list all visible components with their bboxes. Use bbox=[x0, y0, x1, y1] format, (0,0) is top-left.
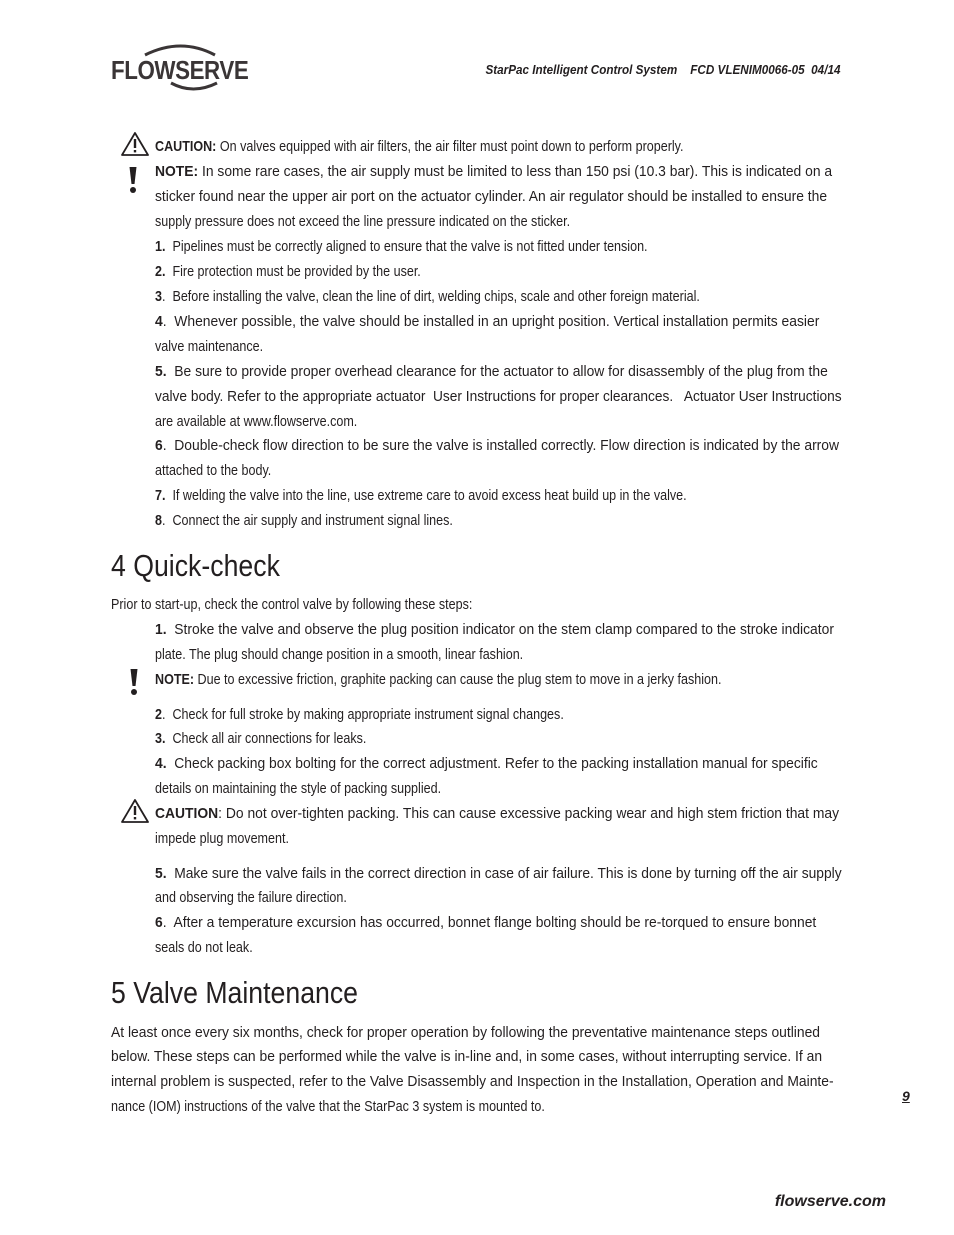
step-text: valve body. Refer to the appropriate actuator User Instructions for proper clearances. Actuator User Instructions bbox=[155, 389, 842, 405]
paragraph-line bbox=[111, 1048, 822, 1066]
note-text: supply pressure does not exceed the line pressure indicated on the sticker. bbox=[155, 214, 571, 230]
step-text: If welding the valve into the line, use extreme care to avoid excess heat build up in the valve. bbox=[165, 488, 687, 504]
step-text: attached to the body. bbox=[155, 463, 272, 479]
step-number: 5. bbox=[155, 866, 167, 882]
note-text: sticker found near the upper air port on the actuator cylinder. An air regulator should be installed to ensure the bbox=[155, 189, 828, 205]
step-text: . Before installing the valve, clean the line of dirt, welding chips, scale and other foreign material. bbox=[161, 289, 700, 305]
paragraph-text: At least once every six months, check for proper operation by following the preventative maintenance steps outlined bbox=[111, 1025, 821, 1041]
list-item bbox=[155, 238, 648, 256]
caution-line bbox=[155, 805, 839, 823]
intro-line bbox=[111, 596, 472, 614]
list-item bbox=[155, 263, 421, 281]
step-number: 2. bbox=[155, 264, 166, 280]
caution-label: CAUTION: bbox=[155, 139, 217, 155]
exclamation-icon bbox=[128, 166, 138, 194]
paragraph-text: below. These steps can be performed while the valve is in-line and, in some cases, without interrupting service. If an bbox=[111, 1049, 823, 1065]
list-item bbox=[155, 889, 347, 907]
step-text: Make sure the valve fails in the correct direction in case of air failure. This is done by turning off the air supply bbox=[166, 866, 842, 882]
list-item bbox=[155, 487, 687, 505]
step-text: Check packing box bolting for the correct adjustment. Refer to the packing installation manual for specific bbox=[166, 756, 818, 772]
caution-note bbox=[155, 138, 683, 156]
list-item bbox=[155, 730, 366, 748]
step-text: are available at www.flowserve.com. bbox=[155, 414, 358, 430]
list-item bbox=[155, 780, 441, 798]
step-text: and observing the failure direction. bbox=[155, 890, 347, 906]
step-number: 3. bbox=[155, 731, 166, 747]
logo-text: FLOWSERVE bbox=[111, 55, 249, 85]
paragraph-line bbox=[111, 1024, 820, 1042]
note-line bbox=[155, 188, 827, 206]
caution-line bbox=[155, 830, 289, 848]
list-item bbox=[155, 755, 818, 773]
note-line bbox=[155, 163, 832, 181]
caution-triangle-icon bbox=[120, 131, 150, 157]
step-number: 1. bbox=[155, 239, 166, 255]
list-item bbox=[155, 338, 263, 356]
paragraph-line bbox=[111, 1098, 545, 1116]
list-item bbox=[155, 313, 819, 331]
step-number: 6 bbox=[155, 438, 163, 454]
section-heading-valve-maintenance: 5 Valve Maintenance bbox=[111, 975, 359, 1010]
step-text: . Connect the air supply and instrument signal lines. bbox=[161, 513, 453, 529]
list-item bbox=[155, 437, 839, 455]
step-text: plate. The plug should change position in a smooth, linear fashion. bbox=[155, 647, 524, 663]
list-item bbox=[155, 621, 834, 639]
step-text: details on maintaining the style of packing supplied. bbox=[155, 781, 442, 797]
step-number: 4. bbox=[155, 756, 167, 772]
note-label: NOTE: bbox=[155, 672, 195, 688]
step-text: Stroke the valve and observe the plug position indicator on the stem clamp compared to the stroke indicator bbox=[166, 622, 834, 638]
list-item bbox=[155, 646, 523, 664]
step-text: Check all air connections for leaks. bbox=[165, 731, 367, 747]
footer-url: flowserve.com bbox=[774, 1193, 886, 1210]
step-number: 1. bbox=[155, 622, 167, 638]
step-text: . After a temperature excursion has occurred, bonnet flange bolting should be re-torqued to ensure bonnet bbox=[162, 915, 817, 931]
step-text: seals do not leak. bbox=[155, 940, 253, 956]
note-line bbox=[155, 671, 721, 689]
note-label: NOTE: bbox=[155, 164, 199, 180]
list-item bbox=[155, 939, 253, 957]
step-number: 7. bbox=[155, 488, 166, 504]
step-number: 8 bbox=[155, 513, 162, 529]
list-item bbox=[155, 865, 842, 883]
caution-text: On valves equipped with air filters, the air filter must point down to perform properly. bbox=[216, 139, 684, 155]
section-heading-quick-check: 4 Quick-check bbox=[111, 548, 280, 583]
list-item bbox=[155, 413, 357, 431]
paragraph-line bbox=[111, 1073, 834, 1091]
flowserve-logo bbox=[111, 43, 251, 95]
list-item bbox=[155, 363, 828, 381]
doc-title: StarPac Intelligent Control System FCD VLENIM0066-05 04/14 bbox=[484, 62, 840, 77]
list-item bbox=[155, 462, 271, 480]
list-item bbox=[155, 512, 453, 530]
paragraph-text: internal problem is suspected, refer to the Valve Disassembly and Inspection in the Installation, Operation and Mainte- bbox=[111, 1074, 834, 1090]
step-number: 5. bbox=[155, 364, 167, 380]
note-text: Due to excessive friction, graphite packing can cause the plug stem to move in a jerky fashion. bbox=[194, 672, 722, 688]
step-number: 2 bbox=[155, 707, 162, 723]
step-text: Fire protection must be provided by the user. bbox=[165, 264, 421, 280]
paragraph-text: nance (IOM) instructions of the valve that the StarPac 3 system is mounted to. bbox=[111, 1099, 545, 1115]
exclamation-icon bbox=[129, 668, 139, 696]
step-text: . Double-check flow direction to be sure the valve is installed correctly. Flow direction is indicated by the arrow bbox=[162, 438, 840, 454]
caution-triangle-icon bbox=[120, 798, 150, 824]
list-item bbox=[155, 288, 700, 306]
document-header bbox=[446, 62, 840, 77]
step-text: Pipelines must be correctly aligned to ensure that the valve is not fitted under tension. bbox=[165, 239, 648, 255]
step-number: 3 bbox=[155, 289, 162, 305]
note-text: In some rare cases, the air supply must be limited to less than 150 psi (10.3 bar). This is indicated on a bbox=[198, 164, 833, 180]
step-number: 6 bbox=[155, 915, 163, 931]
step-text: . Check for full stroke by making appropriate instrument signal changes. bbox=[161, 707, 564, 723]
caution-text: : Do not over-tighten packing. This can cause excessive packing wear and high stem friction that may bbox=[218, 806, 840, 822]
intro-text: Prior to start-up, check the control valve by following these steps: bbox=[111, 597, 473, 613]
caution-label: CAUTION bbox=[155, 806, 219, 822]
step-text: . Whenever possible, the valve should be installed in an upright position. Vertical installation permits easier bbox=[162, 314, 820, 330]
list-item bbox=[155, 706, 564, 724]
step-number: 4 bbox=[155, 314, 163, 330]
step-text: Be sure to provide proper overhead clearance for the actuator to allow for disassembly of the plug from the bbox=[166, 364, 828, 380]
step-text: valve maintenance. bbox=[155, 339, 264, 355]
caution-text: impede plug movement. bbox=[155, 831, 289, 847]
list-item bbox=[155, 914, 816, 932]
page-number: 9 bbox=[902, 1088, 910, 1104]
list-item bbox=[155, 388, 842, 406]
note-line bbox=[155, 213, 570, 231]
